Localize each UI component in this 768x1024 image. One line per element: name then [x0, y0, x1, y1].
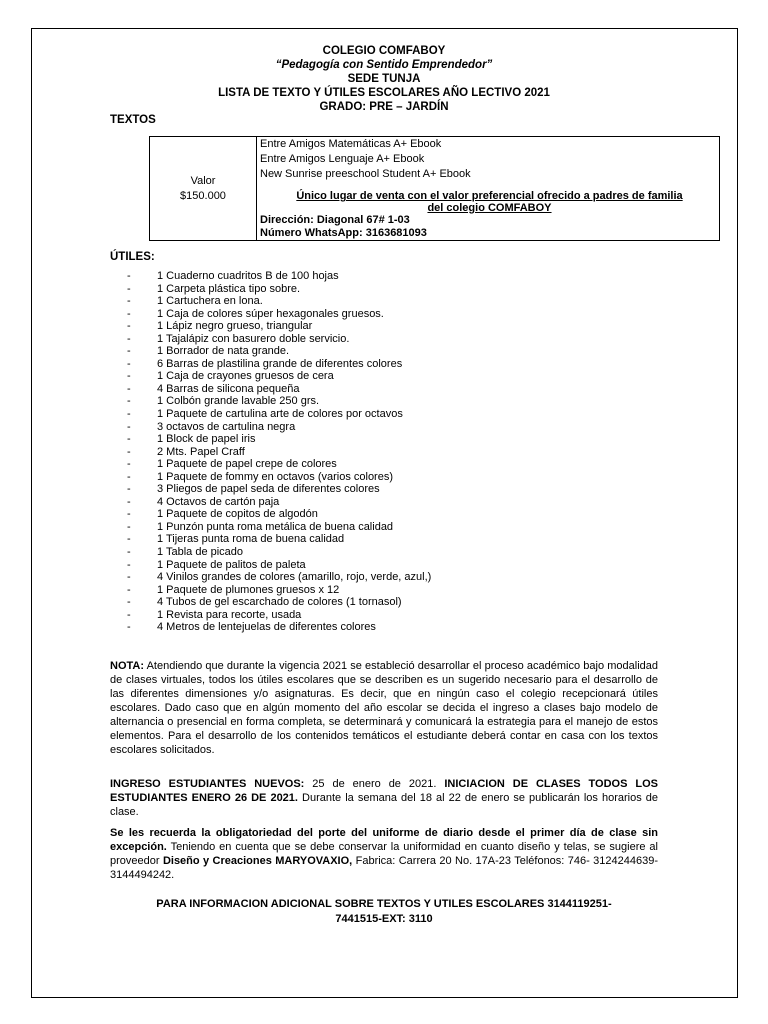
book-item: New Sunrise preeschool Student A+ Ebook: [260, 168, 471, 180]
list-bullet: -: [127, 596, 131, 609]
school-name: COLEGIO COMFABOY: [322, 45, 446, 57]
ingreso-paragraph: [110, 777, 658, 819]
footer-contact: [0, 897, 768, 927]
list-bullet: -: [127, 395, 131, 408]
list-item-text: 6 Barras de plastilina grande de diferentes colores: [157, 357, 403, 370]
list-item: [127, 483, 431, 496]
list-item-text: 1 Lápiz negro grueso, triangular: [157, 320, 313, 333]
list-bullet: -: [127, 433, 131, 446]
document-header: [0, 44, 768, 114]
list-item-text: 1 Cartuchera en lona.: [157, 295, 263, 308]
classes-start: INICIACION DE CLASES TODOS LOS ESTUDIANTES ENERO 26 DE 2021.: [110, 778, 658, 804]
list-item-text: 1 Paquete de papel crepe de colores: [157, 458, 337, 471]
list-item-text: 1 Tijeras punta roma de buena calidad: [157, 533, 345, 546]
list-item: [127, 496, 431, 509]
footer-line2: 7441515-EXT: 3110: [335, 913, 433, 925]
list-item: [127, 584, 431, 597]
list-item: [127, 408, 431, 421]
sales-notice-line1: Único lugar de venta con el valor preferencial ofrecido a padres de familia: [296, 190, 683, 202]
list-bullet: -: [127, 270, 131, 282]
list-bullet: -: [127, 307, 131, 320]
list-bullet: -: [127, 445, 131, 458]
footer-line1: PARA INFORMACION ADICIONAL SOBRE TEXTOS Y UTILES ESCOLARES 3144119251-: [156, 898, 612, 910]
list-item: [127, 458, 431, 471]
price-label: Valor: [190, 174, 216, 187]
texts-table: [149, 136, 720, 241]
list-item-text: 1 Tabla de picado: [157, 546, 244, 559]
address: Dirección: Diagonal 67# 1-03: [260, 214, 410, 226]
list-bullet: -: [127, 483, 131, 496]
list-item-text: 1 Caja de crayones gruesos de cera: [157, 370, 334, 383]
list-item: [127, 609, 431, 622]
note-paragraph: [110, 659, 658, 757]
list-item-text: 1 Borrador de nata grande.: [157, 345, 290, 358]
list-item: [127, 395, 431, 408]
list-item: [127, 358, 431, 371]
uniform-paragraph: [110, 826, 658, 882]
list-item: [127, 471, 431, 484]
list-item: [127, 546, 431, 559]
list-item-text: 4 Metros de lentejuelas de diferentes colores: [157, 621, 376, 634]
list-item: [127, 308, 431, 321]
list-item-text: 1 Carpeta plástica tipo sobre.: [157, 282, 301, 295]
list-item-text: 1 Paquete de plumones gruesos x 12: [157, 583, 340, 596]
list-bullet: -: [127, 558, 131, 571]
uniform-text1: Teniendo en cuenta que se debe conservar la uniformidad en cuanto diseño y telas, se sugiere al proveedor: [110, 841, 658, 867]
list-item: [127, 370, 431, 383]
book-item: Entre Amigos Lenguaje A+ Ebook: [260, 153, 425, 165]
list-item: [127, 295, 431, 308]
list-bullet: -: [127, 295, 131, 308]
uniform-provider: Diseño y Creaciones MARYOVAXIO,: [162, 855, 353, 867]
list-item: [127, 508, 431, 521]
list-item: [127, 283, 431, 296]
list-item-text: 1 Block de papel iris: [157, 433, 256, 446]
list-item: [127, 559, 431, 572]
list-bullet: -: [127, 382, 131, 395]
list-bullet: -: [127, 533, 131, 546]
list-item: [127, 446, 431, 459]
books-cell: [257, 137, 720, 241]
sales-notice: [260, 190, 719, 214]
utiles-heading: ÚTILES:: [110, 251, 155, 263]
book-item: Entre Amigos Matemáticas A+ Ebook: [260, 138, 442, 150]
list-bullet: -: [127, 282, 131, 295]
list-item-text: 4 Vinilos grandes de colores (amarillo, rojo, verde, azul,): [157, 571, 432, 584]
ingreso-date: 25 de enero de 2021.: [304, 778, 445, 790]
supplies-list: [127, 270, 431, 634]
document-title: LISTA DE TEXTO Y ÚTILES ESCOLARES AÑO LECTIVO 2021: [218, 87, 550, 99]
list-bullet: -: [127, 495, 131, 508]
list-item-text: 3 Pliegos de papel seda de diferentes colores: [157, 483, 380, 496]
list-bullet: -: [127, 357, 131, 370]
ingreso-label: INGRESO ESTUDIANTES NUEVOS:: [110, 778, 305, 790]
list-bullet: -: [127, 420, 131, 433]
list-bullet: -: [127, 621, 131, 634]
list-bullet: -: [127, 408, 131, 421]
list-item: [127, 571, 431, 584]
list-item-text: 1 Revista para recorte, usada: [157, 608, 302, 621]
list-item-text: 4 Tubos de gel escarchado de colores (1 tornasol): [157, 596, 402, 609]
list-item: [127, 421, 431, 434]
list-item-text: 4 Barras de silicona pequeña: [157, 382, 300, 395]
list-item: [127, 345, 431, 358]
list-item-text: 1 Caja de colores súper hexagonales gruesos.: [157, 307, 384, 320]
list-bullet: -: [127, 470, 131, 483]
list-bullet: -: [127, 571, 131, 584]
list-item-text: 1 Paquete de fommy en octavos (varios colores): [157, 470, 394, 483]
list-item-text: 3 octavos de cartulina negra: [157, 420, 296, 433]
price-cell: [150, 137, 257, 241]
list-bullet: -: [127, 320, 131, 333]
list-item-text: 1 Colbón grande lavable 250 grs.: [157, 395, 320, 408]
list-item: [127, 621, 431, 634]
uniform-text2: Fabrica: Carrera 20 No. 17A-23 Teléfonos: 746- 3124244639- 3144494242.: [110, 855, 658, 881]
note-label: NOTA:: [110, 660, 145, 672]
list-item: [127, 333, 431, 346]
list-bullet: -: [127, 508, 131, 521]
grade-label: GRADO: PRE – JARDÍN: [319, 101, 449, 113]
list-item-text: 1 Tajalápiz con basurero doble servicio.: [157, 332, 350, 345]
school-motto: “Pedagogía con Sentido Emprendedor”: [275, 59, 493, 71]
list-item: [127, 383, 431, 396]
list-item-text: 2 Mts. Papel Craff: [157, 445, 245, 458]
list-item: [127, 533, 431, 546]
texts-heading: TEXTOS: [110, 114, 156, 126]
whatsapp-number: Número WhatsApp: 3163681093: [260, 227, 427, 239]
list-bullet: -: [127, 458, 131, 471]
list-item-text: 1 Paquete de palitos de paleta: [157, 558, 306, 571]
list-bullet: -: [127, 332, 131, 345]
list-item-text: 4 Octavos de cartón paja: [157, 495, 280, 508]
list-item-text: 1 Cuaderno cuadritos B de 100 hojas: [157, 270, 339, 282]
uniform-notice: Se les recuerda la obligatoriedad del porte del uniforme de diario desde el primer día de clase sin excepción.: [110, 827, 658, 853]
campus-name: SEDE TUNJA: [347, 73, 421, 85]
list-item-text: 1 Paquete de copitos de algodón: [157, 508, 318, 521]
list-bullet: -: [127, 370, 131, 383]
list-bullet: -: [127, 345, 131, 358]
list-item: [127, 521, 431, 534]
list-item: [127, 320, 431, 333]
price-amount: $150.000: [180, 189, 226, 202]
list-bullet: -: [127, 546, 131, 559]
list-item-text: 1 Punzón punta roma metálica de buena calidad: [157, 520, 394, 533]
list-item: [127, 270, 431, 283]
sales-notice-line2: del colegio COMFABOY: [427, 202, 552, 214]
list-item: [127, 596, 431, 609]
note-text: Atendiendo que durante la vigencia 2021 se estableció desarrollar el proceso académico bajo modalidad de clases virtuales, todos los útiles escolares que se describen es un sugerido necesario para el desarrollo de las diferentes dimensiones y/o asignaturas. Es decir, que en ningún caso el colegio recepcionará útiles escolares. Dado caso que en algún momento del año escolar se decida el ingreso a clases bajo modelo de alternancia o presencial en forma completa, se determinará y comunicará la estrategia para el manejo de estos elementos. Para el desarrollo de los contenidos temáticos el estudiante deberá contar en casa con los textos escolares solicitados.: [110, 660, 658, 756]
list-bullet: -: [127, 520, 131, 533]
ingreso-rest: Durante la semana del 18 al 22 de enero se publicarán los horarios de clase.: [110, 792, 658, 818]
list-item: [127, 433, 431, 446]
list-bullet: -: [127, 608, 131, 621]
list-bullet: -: [127, 583, 131, 596]
list-item-text: 1 Paquete de cartulina arte de colores por octavos: [157, 408, 403, 421]
